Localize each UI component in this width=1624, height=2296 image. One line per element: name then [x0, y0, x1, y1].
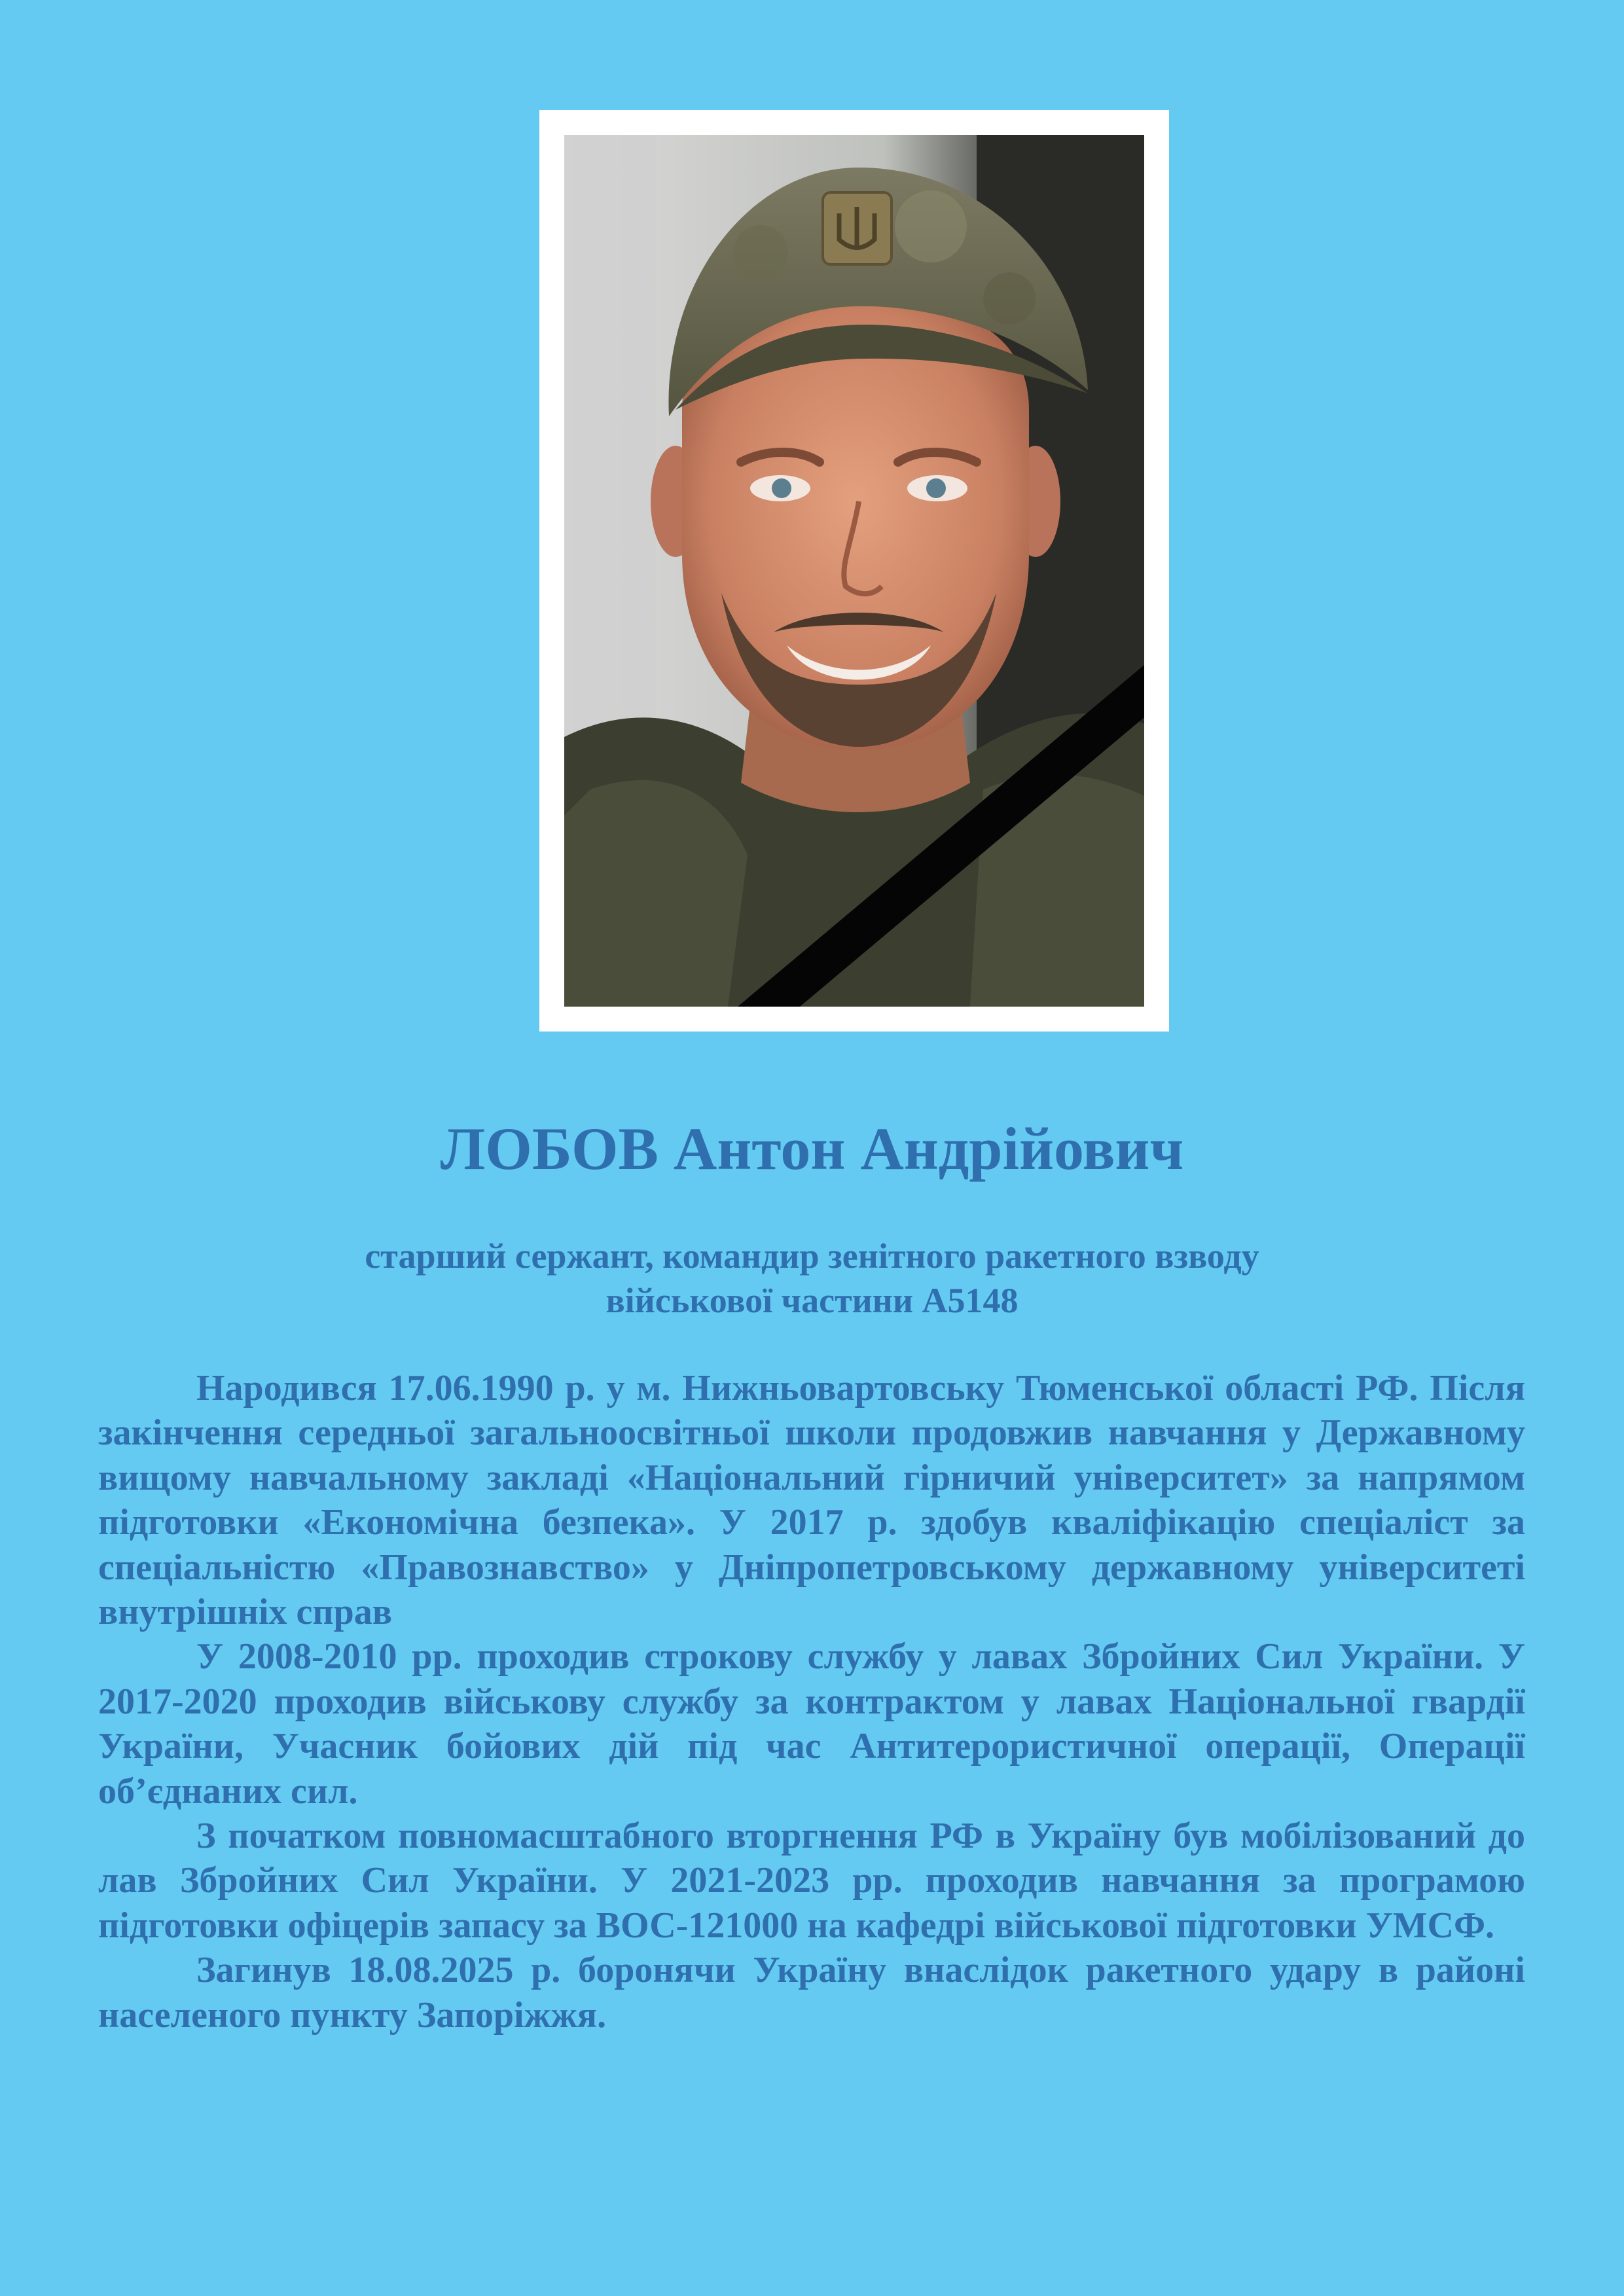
- portrait-illustration: [564, 135, 1144, 1007]
- portrait-photo: [564, 135, 1144, 1007]
- rank-line-2: військової частини А5148: [605, 1281, 1019, 1320]
- biography: [98, 1366, 1525, 2037]
- biography-paragraph-mobilization: З початком повномасштабного вторгнення РФ в Україну був мобілізований до лав Збройних Сил України. У 2021-2023 рр. проходив навчання за програмою підготовки офіцерів запасу за ВОС-121000 на кафедрі військової підготовки УМСФ.: [98, 1816, 1525, 1946]
- person-name: ЛОБОВ Антон Андрійович: [440, 1115, 1184, 1182]
- person-rank-position: [0, 1234, 1624, 1323]
- biography-paragraph-death: Загинув 18.08.2025 р. боронячи Україну внаслідок ракетного удару в районі населеного пункту Запоріжжя.: [98, 1950, 1525, 2036]
- portrait-frame: [539, 110, 1169, 1031]
- rank-line-1: старший сержант, командир зенітного ракетного взводу: [365, 1236, 1259, 1276]
- biography-paragraph-service: У 2008-2010 рр. проходив строкову службу у лавах Збройних Сил України. У 2017-2020 проходив військову службу за контрактом у лавах Національної гвардії України, Учасник бойових дій під час Антитерористичної операції, Операції об’єднаних сил.: [98, 1636, 1525, 1812]
- biography-paragraph-birth-education: Народився 17.06.1990 р. у м. Нижньовартовську Тюменської області РФ. Після закінчення середньої загальноосвітньої школи продовжив навчання у Державному вищому навчальному закладі «Національний гірничий університет» за напрямом підготовки «Економічна безпека». У 2017 р. здобув кваліфікацію спеціаліст за спеціальністю «Правознавство» у Дніпропетровському державному університеті внутрішніх справ: [98, 1368, 1525, 1633]
